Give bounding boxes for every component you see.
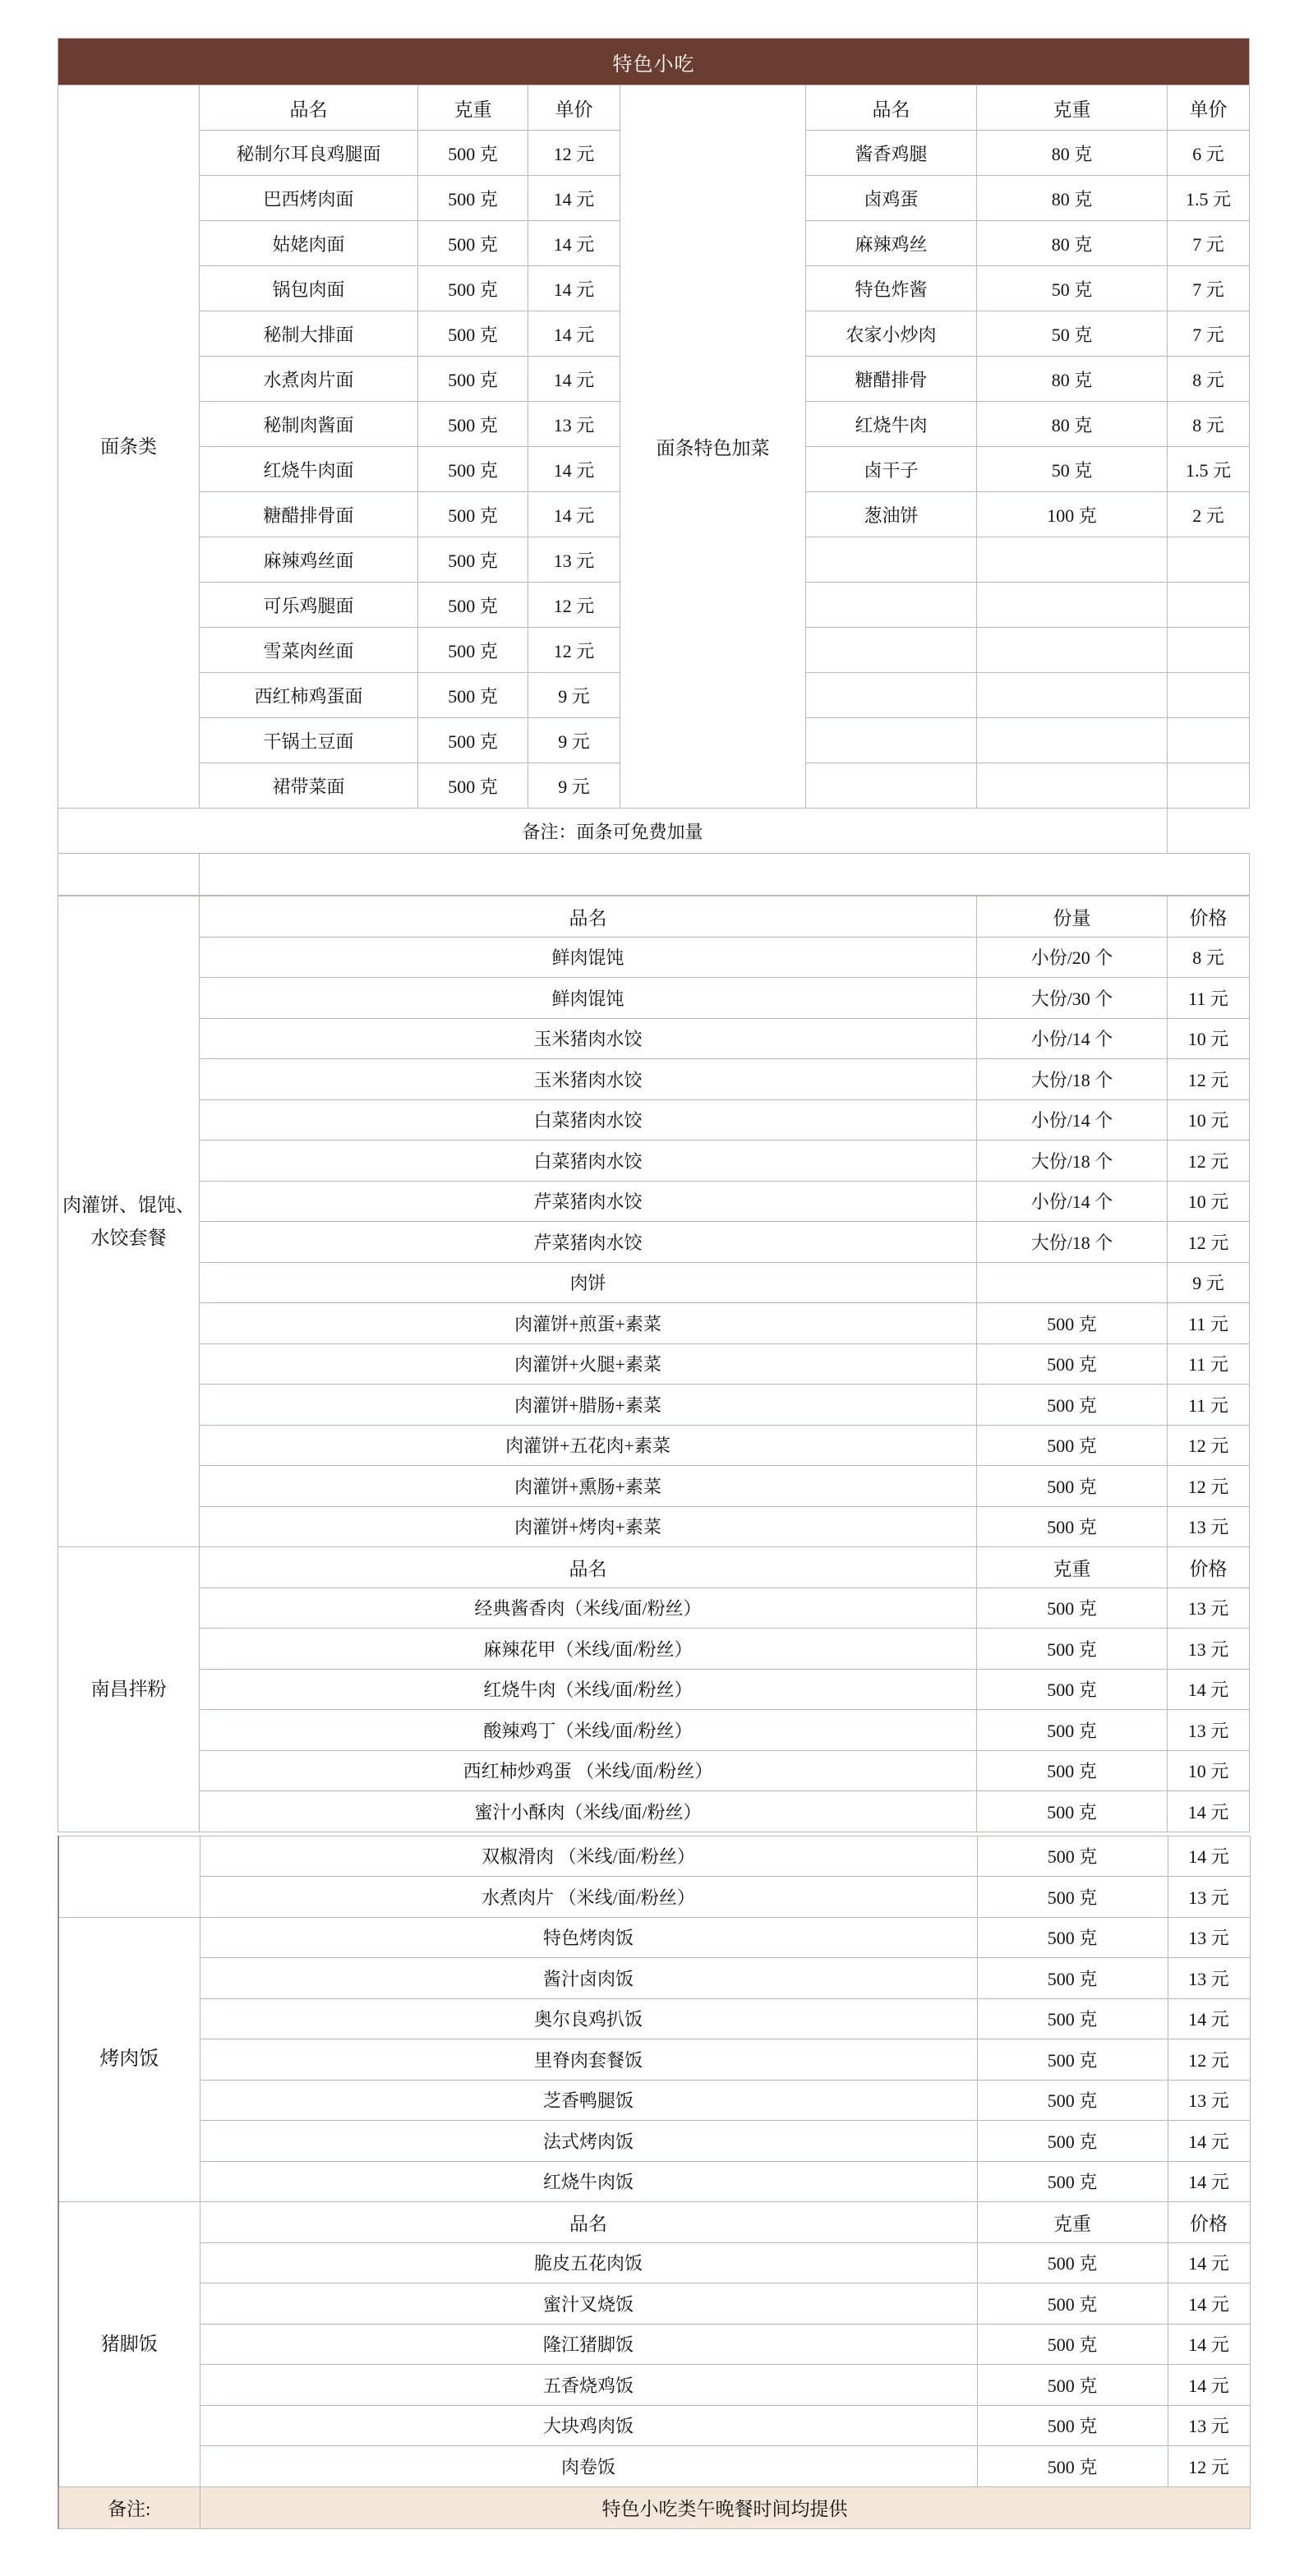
item-price: 12 元 bbox=[1168, 2446, 1250, 2487]
item-portion: 小份/14 个 bbox=[977, 1099, 1168, 1141]
item-name: 白菜猪肉水饺 bbox=[200, 1099, 977, 1141]
table-row bbox=[58, 1262, 1250, 1303]
empty-cell bbox=[806, 673, 977, 718]
item-weight: 500 克 bbox=[977, 2121, 1168, 2162]
item-price: 13 元 bbox=[528, 537, 620, 583]
noodle-table bbox=[58, 38, 1250, 896]
item-name: 白菜猪肉水饺 bbox=[200, 1141, 977, 1182]
item-weight: 500 克 bbox=[977, 2161, 1168, 2202]
item-weight: 500 克 bbox=[977, 1877, 1168, 1918]
table-row bbox=[58, 1958, 1250, 1999]
empty-cell bbox=[977, 537, 1168, 583]
table-row bbox=[58, 1629, 1250, 1670]
item-portion: 500 克 bbox=[977, 1425, 1168, 1466]
table-row bbox=[58, 1425, 1250, 1466]
table-row bbox=[58, 2324, 1250, 2365]
item-name: 双椒滑肉 （米线/面/粉丝） bbox=[200, 1836, 977, 1877]
item-name: 酸辣鸡丁（米线/面/粉丝） bbox=[200, 1710, 977, 1751]
extra-weight: 100 克 bbox=[977, 492, 1168, 537]
item-name: 大块鸡肉饭 bbox=[200, 2405, 977, 2446]
item-name: 肉灌饼+五花肉+素菜 bbox=[200, 1425, 977, 1466]
item-name: 裙带菜面 bbox=[200, 763, 418, 809]
item-weight: 500 克 bbox=[418, 583, 528, 628]
item-name: 肉灌饼+熏肠+素菜 bbox=[200, 1466, 977, 1507]
item-weight: 500 克 bbox=[977, 1669, 1168, 1710]
extra-name: 农家小炒肉 bbox=[806, 311, 977, 357]
table-row bbox=[58, 1343, 1250, 1385]
table-row bbox=[58, 1303, 1250, 1344]
empty-cell bbox=[806, 718, 977, 763]
item-name: 干锅土豆面 bbox=[200, 718, 418, 763]
item-name: 糖醋排骨面 bbox=[200, 492, 418, 537]
item-name: 肉灌饼+火腿+素菜 bbox=[200, 1343, 977, 1385]
column-header-name: 品名 bbox=[200, 896, 977, 938]
column-header-name: 品名 bbox=[200, 2202, 977, 2243]
item-weight: 500 克 bbox=[977, 2446, 1168, 2487]
item-weight: 500 克 bbox=[977, 1629, 1168, 1670]
item-name: 蜜汁叉烧饭 bbox=[200, 2283, 977, 2325]
item-price: 10 元 bbox=[1168, 1750, 1250, 1791]
column-header-name: 品名 bbox=[200, 1547, 977, 1588]
item-weight: 500 克 bbox=[977, 2080, 1168, 2121]
extra-weight: 80 克 bbox=[977, 402, 1168, 447]
item-weight: 500 克 bbox=[977, 1588, 1168, 1629]
spacer-cell bbox=[200, 854, 1250, 896]
table-row bbox=[58, 1385, 1250, 1426]
item-weight: 500 克 bbox=[418, 537, 528, 583]
item-price: 14 元 bbox=[1168, 2242, 1250, 2283]
item-name: 西红柿鸡蛋面 bbox=[200, 673, 418, 718]
item-price: 13 元 bbox=[1168, 1958, 1250, 1999]
item-weight: 500 克 bbox=[418, 266, 528, 311]
item-name: 蜜汁小酥肉（米线/面/粉丝） bbox=[200, 1791, 977, 1832]
empty-cell bbox=[1168, 537, 1250, 583]
item-weight: 500 克 bbox=[977, 1836, 1168, 1877]
item-name: 玉米猪肉水饺 bbox=[200, 1018, 977, 1059]
item-price: 13 元 bbox=[1168, 1588, 1250, 1629]
item-price: 10 元 bbox=[1168, 1018, 1250, 1059]
column-header-price: 价格 bbox=[1168, 1547, 1250, 1588]
empty-cell bbox=[977, 583, 1168, 628]
item-price: 13 元 bbox=[1168, 2405, 1250, 2446]
extra-weight: 80 克 bbox=[977, 176, 1168, 221]
column-header-name: 品名 bbox=[806, 85, 977, 131]
item-price: 9 元 bbox=[528, 673, 620, 718]
extra-name: 葱油饼 bbox=[806, 492, 977, 537]
extra-weight: 80 克 bbox=[977, 221, 1168, 266]
item-name: 巴西烤肉面 bbox=[200, 176, 418, 221]
item-price: 9 元 bbox=[528, 718, 620, 763]
dumpling-table bbox=[58, 896, 1250, 1832]
item-name: 水煮肉片面 bbox=[200, 357, 418, 402]
bbq_rice-category-cell: 烤肉饭 bbox=[58, 1917, 200, 2202]
item-weight: 500 克 bbox=[977, 1917, 1168, 1958]
table-row bbox=[58, 2365, 1250, 2406]
extra-price: 1.5 元 bbox=[1168, 176, 1250, 221]
table-row bbox=[58, 2405, 1250, 2446]
pork_trotter-category-cell: 猪脚饭 bbox=[58, 2202, 200, 2487]
item-name: 经典酱香肉（米线/面/粉丝） bbox=[200, 1588, 977, 1629]
item-portion: 大份/18 个 bbox=[977, 1141, 1168, 1182]
extra-price: 7 元 bbox=[1168, 266, 1250, 311]
item-price: 12 元 bbox=[528, 131, 620, 176]
item-name: 西红柿炒鸡蛋 （米线/面/粉丝） bbox=[200, 1750, 977, 1791]
table-row bbox=[58, 1836, 1250, 1877]
column-header-price: 价格 bbox=[1168, 896, 1250, 938]
item-price: 12 元 bbox=[528, 583, 620, 628]
item-name: 芝香鸭腿饭 bbox=[200, 2080, 977, 2121]
item-price: 13 元 bbox=[1168, 1506, 1250, 1547]
item-price: 13 元 bbox=[528, 402, 620, 447]
extra-name: 麻辣鸡丝 bbox=[806, 221, 977, 266]
table-row bbox=[58, 1998, 1250, 2039]
item-name: 肉灌饼+腊肠+素菜 bbox=[200, 1385, 977, 1426]
column-header-price: 单价 bbox=[1168, 85, 1250, 131]
item-name: 隆江猪脚饭 bbox=[200, 2324, 977, 2365]
item-name: 秘制肉酱面 bbox=[200, 402, 418, 447]
item-price: 14 元 bbox=[1168, 2121, 1250, 2162]
extra-price: 7 元 bbox=[1168, 311, 1250, 357]
item-weight: 500 克 bbox=[418, 311, 528, 357]
empty-cell bbox=[977, 628, 1168, 673]
item-price: 14 元 bbox=[1168, 1791, 1250, 1832]
item-name: 雪菜肉丝面 bbox=[200, 628, 418, 673]
extra-weight: 50 克 bbox=[977, 447, 1168, 492]
item-price: 14 元 bbox=[528, 357, 620, 402]
column-header-name: 品名 bbox=[200, 85, 418, 131]
extra-weight: 50 克 bbox=[977, 266, 1168, 311]
item-name: 秘制大排面 bbox=[200, 311, 418, 357]
column-header-weight: 克重 bbox=[977, 1547, 1168, 1588]
item-price: 12 元 bbox=[1168, 1059, 1250, 1100]
empty-cell bbox=[806, 583, 977, 628]
item-price: 14 元 bbox=[528, 447, 620, 492]
item-name: 肉灌饼+煎蛋+素菜 bbox=[200, 1303, 977, 1344]
item-name: 红烧牛肉（米线/面/粉丝） bbox=[200, 1669, 977, 1710]
item-weight: 500 克 bbox=[977, 2242, 1168, 2283]
table-row bbox=[58, 1141, 1250, 1182]
spacer-cell bbox=[58, 854, 200, 896]
empty-cell bbox=[806, 537, 977, 583]
item-weight: 500 克 bbox=[977, 2283, 1168, 2325]
extras-label-cell: 面条特色加菜 bbox=[620, 85, 806, 809]
column-header-price: 单价 bbox=[528, 85, 620, 131]
extra-weight: 50 克 bbox=[977, 311, 1168, 357]
item-weight: 500 克 bbox=[418, 402, 528, 447]
item-price: 14 元 bbox=[1168, 1836, 1250, 1877]
item-price: 13 元 bbox=[1168, 1710, 1250, 1751]
extra-name: 卤干子 bbox=[806, 447, 977, 492]
item-price: 14 元 bbox=[1168, 2283, 1250, 2325]
item-price: 14 元 bbox=[528, 492, 620, 537]
item-portion: 500 克 bbox=[977, 1506, 1168, 1547]
table-row bbox=[58, 1506, 1250, 1547]
table-row bbox=[58, 1710, 1250, 1751]
item-weight: 500 克 bbox=[977, 1750, 1168, 1791]
item-price: 14 元 bbox=[528, 176, 620, 221]
rice-table bbox=[58, 1836, 1251, 2529]
item-name: 脆皮五花肉饭 bbox=[200, 2242, 977, 2283]
item-price: 14 元 bbox=[1168, 2324, 1250, 2365]
item-price: 13 元 bbox=[1168, 2080, 1250, 2121]
empty-cell bbox=[977, 763, 1168, 809]
empty-cell bbox=[977, 673, 1168, 718]
item-portion: 500 克 bbox=[977, 1303, 1168, 1344]
item-name: 肉饼 bbox=[200, 1262, 977, 1303]
item-name: 红烧牛肉面 bbox=[200, 447, 418, 492]
item-portion: 大份/30 个 bbox=[977, 978, 1168, 1019]
item-price: 14 元 bbox=[1168, 1998, 1250, 2039]
item-price: 14 元 bbox=[528, 266, 620, 311]
item-name: 红烧牛肉饭 bbox=[200, 2161, 977, 2202]
extra-price: 8 元 bbox=[1168, 357, 1250, 402]
item-price: 14 元 bbox=[1168, 2365, 1250, 2406]
item-weight: 500 克 bbox=[418, 447, 528, 492]
item-weight: 500 克 bbox=[977, 1791, 1168, 1832]
table-row bbox=[58, 1059, 1250, 1100]
item-name: 麻辣花甲（米线/面/粉丝） bbox=[200, 1629, 977, 1670]
item-name: 鲜肉馄饨 bbox=[200, 937, 977, 978]
item-portion: 小份/20 个 bbox=[977, 937, 1168, 978]
table-row bbox=[58, 1669, 1250, 1710]
item-name: 可乐鸡腿面 bbox=[200, 583, 418, 628]
item-weight: 500 克 bbox=[418, 492, 528, 537]
item-name: 肉灌饼+烤肉+素菜 bbox=[200, 1506, 977, 1547]
item-name: 酱汁卤肉饭 bbox=[200, 1958, 977, 1999]
table-row bbox=[58, 1018, 1250, 1059]
item-portion: 500 克 bbox=[977, 1343, 1168, 1385]
item-name: 水煮肉片 （米线/面/粉丝） bbox=[200, 1877, 977, 1918]
extra-price: 1.5 元 bbox=[1168, 447, 1250, 492]
item-price: 11 元 bbox=[1168, 1343, 1250, 1385]
item-weight: 500 克 bbox=[418, 763, 528, 809]
table-row bbox=[58, 1466, 1250, 1507]
item-price: 13 元 bbox=[1168, 1917, 1250, 1958]
item-price: 11 元 bbox=[1168, 978, 1250, 1019]
item-weight: 500 克 bbox=[418, 357, 528, 402]
item-weight: 500 克 bbox=[977, 2405, 1168, 2446]
item-name: 奥尔良鸡扒饭 bbox=[200, 1998, 977, 2039]
empty-cell bbox=[1168, 583, 1250, 628]
extra-name: 红烧牛肉 bbox=[806, 402, 977, 447]
extra-weight: 80 克 bbox=[977, 131, 1168, 176]
item-weight: 500 克 bbox=[977, 2324, 1168, 2365]
table-row bbox=[58, 1588, 1250, 1629]
table-row bbox=[58, 1099, 1250, 1141]
column-header-portion: 份量 bbox=[977, 896, 1168, 938]
noodle-note: 备注：面条可免费加量 bbox=[58, 809, 1168, 854]
table-row bbox=[58, 2446, 1250, 2487]
empty-cell bbox=[806, 763, 977, 809]
item-name: 里脊肉套餐饭 bbox=[200, 2039, 977, 2081]
item-price: 10 元 bbox=[1168, 1181, 1250, 1222]
item-name: 芹菜猪肉水饺 bbox=[200, 1181, 977, 1222]
table-row bbox=[58, 1791, 1250, 1832]
item-name: 姑姥肉面 bbox=[200, 221, 418, 266]
item-price: 14 元 bbox=[528, 221, 620, 266]
empty-cell bbox=[1168, 763, 1250, 809]
item-price: 12 元 bbox=[1168, 1466, 1250, 1507]
menu-title: 特色小吃 bbox=[58, 39, 1250, 85]
item-price: 8 元 bbox=[1168, 937, 1250, 978]
item-name: 芹菜猪肉水饺 bbox=[200, 1222, 977, 1263]
extra-name: 特色炸酱 bbox=[806, 266, 977, 311]
table-row bbox=[58, 2161, 1250, 2202]
item-weight: 500 克 bbox=[977, 1958, 1168, 1999]
table-row bbox=[58, 2242, 1250, 2283]
item-weight: 500 克 bbox=[418, 176, 528, 221]
table-row bbox=[58, 1917, 1250, 1958]
extra-weight: 80 克 bbox=[977, 357, 1168, 402]
empty-cell bbox=[806, 628, 977, 673]
item-name: 五香烧鸡饭 bbox=[200, 2365, 977, 2406]
item-name: 秘制尔耳良鸡腿面 bbox=[200, 131, 418, 176]
table-row bbox=[58, 978, 1250, 1019]
empty-cell bbox=[1168, 718, 1250, 763]
item-name: 鲜肉馄饨 bbox=[200, 978, 977, 1019]
item-name: 法式烤肉饭 bbox=[200, 2121, 977, 2162]
item-price: 14 元 bbox=[1168, 2161, 1250, 2202]
item-weight: 500 克 bbox=[418, 718, 528, 763]
item-weight: 500 克 bbox=[418, 131, 528, 176]
item-price: 11 元 bbox=[1168, 1385, 1250, 1426]
item-portion: 大份/18 个 bbox=[977, 1222, 1168, 1263]
item-portion: 小份/14 个 bbox=[977, 1181, 1168, 1222]
empty-category-cell bbox=[58, 1836, 200, 1917]
column-header-weight: 克重 bbox=[418, 85, 528, 131]
item-name: 玉米猪肉水饺 bbox=[200, 1059, 977, 1100]
extra-price: 7 元 bbox=[1168, 221, 1250, 266]
footer-text: 特色小吃类午晚餐时间均提供 bbox=[200, 2486, 1250, 2528]
item-weight: 500 克 bbox=[418, 628, 528, 673]
item-portion: 500 克 bbox=[977, 1385, 1168, 1426]
item-weight: 500 克 bbox=[418, 221, 528, 266]
nanchang-category-cell: 南昌拌粉 bbox=[58, 1547, 200, 1832]
table-row bbox=[58, 937, 1250, 978]
item-weight: 500 克 bbox=[418, 673, 528, 718]
item-portion: 500 克 bbox=[977, 1466, 1168, 1507]
table-row bbox=[58, 1750, 1250, 1791]
item-price: 12 元 bbox=[1168, 1222, 1250, 1263]
dumplings-category-cell: 肉灌饼、馄饨、水饺套餐 bbox=[58, 896, 200, 1547]
empty-cell bbox=[1168, 673, 1250, 718]
item-price: 13 元 bbox=[1168, 1877, 1250, 1918]
item-price: 10 元 bbox=[1168, 1099, 1250, 1141]
column-header-weight: 克重 bbox=[977, 85, 1168, 131]
item-price: 12 元 bbox=[528, 628, 620, 673]
item-price: 11 元 bbox=[1168, 1303, 1250, 1344]
item-portion: 大份/18 个 bbox=[977, 1059, 1168, 1100]
item-portion: 小份/14 个 bbox=[977, 1018, 1168, 1059]
item-name: 麻辣鸡丝面 bbox=[200, 537, 418, 583]
table-row bbox=[58, 2283, 1250, 2325]
extra-name: 糖醋排骨 bbox=[806, 357, 977, 402]
item-weight: 500 克 bbox=[977, 2039, 1168, 2081]
item-name: 锅包肉面 bbox=[200, 266, 418, 311]
item-name: 肉卷饭 bbox=[200, 2446, 977, 2487]
extra-name: 酱香鸡腿 bbox=[806, 131, 977, 176]
noodle-category-cell: 面条类 bbox=[58, 85, 200, 809]
table-row bbox=[58, 2039, 1250, 2081]
empty-cell bbox=[977, 718, 1168, 763]
table-row bbox=[58, 1181, 1250, 1222]
item-weight: 500 克 bbox=[977, 2365, 1168, 2406]
item-price: 12 元 bbox=[1168, 1425, 1250, 1466]
empty-cell bbox=[1168, 628, 1250, 673]
item-price: 12 元 bbox=[1168, 2039, 1250, 2081]
table-row bbox=[58, 2121, 1250, 2162]
column-header-weight: 克重 bbox=[977, 2202, 1168, 2243]
footer-label: 备注: bbox=[58, 2486, 200, 2528]
table-row bbox=[58, 1222, 1250, 1263]
item-price: 14 元 bbox=[1168, 1669, 1250, 1710]
column-header-price: 价格 bbox=[1168, 2202, 1250, 2243]
item-price: 9 元 bbox=[1168, 1262, 1250, 1303]
item-price: 14 元 bbox=[528, 311, 620, 357]
extra-price: 8 元 bbox=[1168, 402, 1250, 447]
item-price: 12 元 bbox=[1168, 1141, 1250, 1182]
table-row bbox=[58, 1877, 1250, 1918]
item-portion bbox=[977, 1262, 1168, 1303]
item-name: 特色烤肉饭 bbox=[200, 1917, 977, 1958]
extra-price: 6 元 bbox=[1168, 131, 1250, 176]
item-weight: 500 克 bbox=[977, 1998, 1168, 2039]
table-row bbox=[58, 2080, 1250, 2121]
extra-price: 2 元 bbox=[1168, 492, 1250, 537]
item-price: 9 元 bbox=[528, 763, 620, 809]
extra-name: 卤鸡蛋 bbox=[806, 176, 977, 221]
item-weight: 500 克 bbox=[977, 1710, 1168, 1751]
item-price: 13 元 bbox=[1168, 1629, 1250, 1670]
menu-sheet bbox=[58, 38, 1249, 2529]
